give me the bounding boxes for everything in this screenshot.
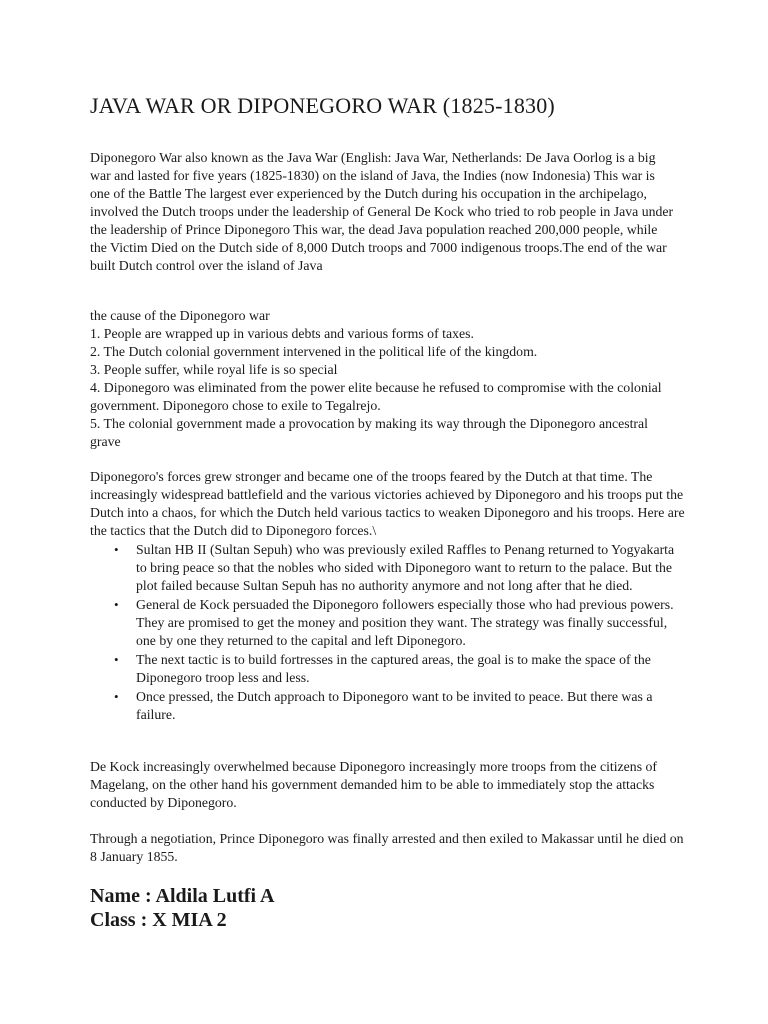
tactic-text: Sultan HB II (Sultan Sepuh) who was previously exiled Raffles to Penang returned to Yogyakarta to bring peace so that the nobles who sided with Diponegoro want to return to the palace. But the plot failed because Sultan Sepuh has no authority anymore and not long after that he died.: [136, 542, 675, 593]
tactics-list: [90, 541, 690, 725]
document-title: JAVA WAR OR DIPONEGORO WAR (1825-1830): [90, 93, 555, 118]
causes-section: [90, 307, 675, 451]
forces-paragraph: Diponegoro's forces grew stronger and became one of the troops feared by the Dutch at that time. The increasingly widespread battlefield and the various victories achieved by Diponegoro and his troops put the Dutch into a chaos, for which the Dutch held various tactics to weaken Diponegoro and his troops. Here are the tactics that the Dutch did to Diponegoro forces.\: [90, 469, 685, 538]
causes-heading: the cause of the Diponegoro war: [90, 308, 270, 323]
cause-item: 3. People suffer, while royal life is so special: [90, 362, 338, 377]
tactic-text: General de Kock persuaded the Diponegoro followers especially those who had previous powers. They are promised to get the money and position they want. The strategy was finally successful, one by one they returned to the capital and left Diponegoro.: [136, 597, 674, 648]
list-item: [90, 541, 688, 595]
negotiation-paragraph: Through a negotiation, Prince Diponegoro was finally arrested and then exiled to Makassar until he died on 8 January 1855.: [90, 831, 684, 864]
bullet-icon: •: [114, 597, 119, 612]
cause-item: 5. The colonial government made a provocation by making its way through the Diponegoro ancestral grave: [90, 416, 648, 449]
tactic-text: The next tactic is to build fortresses in the captured areas, the goal is to make the space of the Diponegoro troop less and less.: [136, 652, 651, 685]
bullet-icon: •: [114, 689, 119, 704]
bullet-icon: •: [114, 542, 119, 557]
cause-item: 4. Diponegoro was eliminated from the power elite because he refused to compromise with the colonial government. Diponegoro chose to exile to Tegalrejo.: [90, 380, 662, 413]
cause-item: 1. People are wrapped up in various debts and various forms of taxes.: [90, 326, 474, 341]
dekock-paragraph: De Kock increasingly overwhelmed because Diponegoro increasingly more troops from the citizens of Magelang, on the other hand his government demanded him to be able to immediately stop the attacks conducted by Diponegoro.: [90, 759, 658, 810]
bullet-icon: •: [114, 652, 119, 667]
student-class: Class : X MIA 2: [90, 909, 227, 931]
student-name: Name : Aldila Lutfi A: [90, 885, 275, 907]
list-item: [90, 651, 688, 687]
intro-paragraph: Diponegoro War also known as the Java War (English: Java War, Netherlands: De Java Oorlog is a big war and lasted for five years (1825-1830) on the island of Java, the Indies (now Indonesia) This war is one of the Battle The largest ever experienced by the Dutch during his occupation in the archipelago, involved the Dutch troops under the leadership of General De Kock who tried to rob people in Java under the leadership of Prince Diponegoro This war, the dead Java population reached 200,000 people, while the Victim Died on the Dutch side of 8,000 Dutch troops and 7000 indigenous troops.The end of the war built Dutch control over the island of Java: [90, 150, 674, 273]
cause-item: 2. The Dutch colonial government intervened in the political life of the kingdom.: [90, 344, 538, 359]
list-item: [90, 688, 688, 724]
tactic-text: Once pressed, the Dutch approach to Diponegoro want to be invited to peace. But there was a failure.: [136, 689, 653, 722]
list-item: [90, 596, 688, 650]
